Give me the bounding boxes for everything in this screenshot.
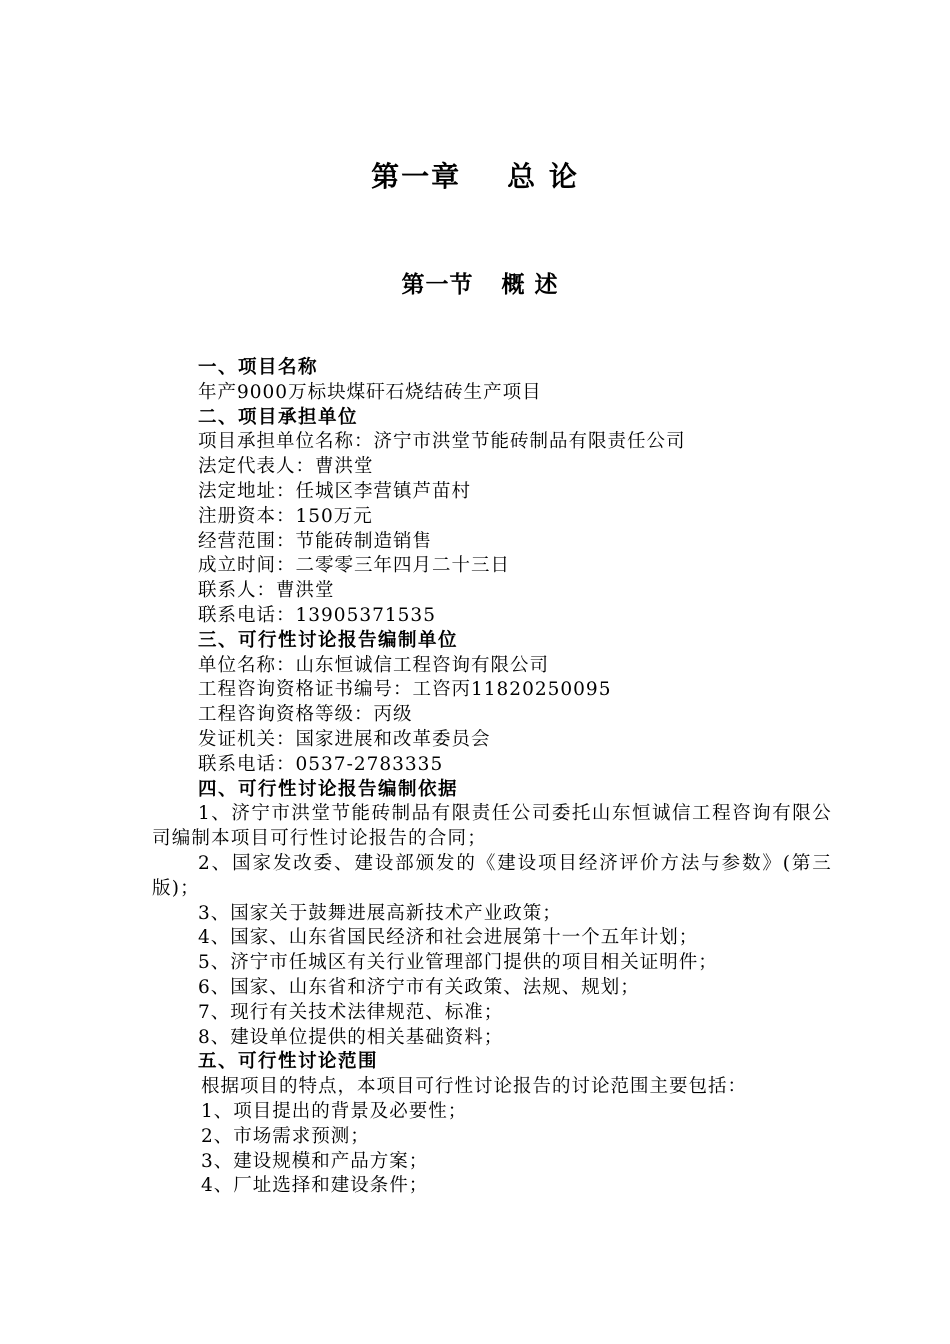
- text-line: 3、建设规模和产品方案；: [201, 1150, 429, 1172]
- text-line: 成立时间：二零零三年四月二十三日: [198, 555, 511, 577]
- section-number: 第一节: [401, 271, 474, 298]
- text-line: 单位名称：山东恒诚信工程咨询有限公司: [198, 654, 550, 676]
- heading-project-name: 一、项目名称: [198, 357, 319, 378]
- text-line: 7、现行有关技术法律规范、标准；: [198, 1001, 504, 1023]
- text-line: 1、项目提出的背景及必要性；: [201, 1100, 468, 1122]
- chapter-title: [0, 155, 950, 195]
- text-paragraph: 2、国家发改委、建设部颁发的《建设项目经济评价方法与参数》(第三版)；: [152, 852, 832, 899]
- text-line: 工程咨询资格证书编号：工咨丙11820250095: [198, 679, 612, 701]
- text-line: 3、国家关于鼓舞进展高新技术产业政策；: [198, 902, 562, 924]
- text-line: 工程咨询资格等级：丙级: [198, 704, 413, 726]
- text-line: 注册资本：150万元: [198, 505, 373, 527]
- text-line: 根据项目的特点，本项目可行性讨论报告的讨论范围主要包括：: [201, 1076, 748, 1098]
- chapter-name: 总 论: [507, 160, 579, 193]
- text-paragraph: 1、济宁市洪堂节能砖制品有限责任公司委托山东恒诚信工程咨询有限公司编制本项目可行性讨论报告的合同；: [152, 803, 832, 850]
- text-line: 4、国家、山东省国民经济和社会进展第十一个五年计划；: [198, 927, 699, 949]
- text-line: 2、市场需求预测；: [201, 1125, 370, 1147]
- heading-study-scope: 五、可行性讨论范围: [198, 1051, 379, 1073]
- document-body: [152, 356, 832, 1199]
- text-line: 8、建设单位提供的相关基础资料；: [198, 1026, 504, 1048]
- text-line: 联系电话：13905371535: [198, 604, 436, 626]
- section-name: 概 述: [501, 271, 559, 298]
- heading-report-basis: 四、可行性讨论报告编制依据: [198, 778, 459, 800]
- section-title: [0, 266, 950, 299]
- text-line: 经营范围：节能砖制造销售: [198, 530, 433, 552]
- text-line: 法定地址：任城区李营镇芦苗村: [198, 480, 472, 502]
- text-line: 年产9000万标块煤矸石烧结砖生产项目: [198, 381, 542, 403]
- heading-undertaking-unit: 二、项目承担单位: [198, 406, 359, 428]
- text-line: 联系人：曹洪堂: [198, 580, 335, 602]
- text-line: 发证机关：国家进展和改革委员会: [198, 728, 491, 750]
- heading-report-unit: 三、可行性讨论报告编制单位: [198, 629, 459, 651]
- chapter-number: 第一章: [371, 160, 462, 193]
- text-line: 5、济宁市任城区有关行业管理部门提供的项目相关证明件；: [198, 952, 718, 974]
- text-line: 项目承担单位名称：济宁市洪堂节能砖制品有限责任公司: [198, 431, 686, 453]
- text-line: 法定代表人：曹洪堂: [198, 456, 374, 478]
- text-line: 6、国家、山东省和济宁市有关政策、法规、规划；: [198, 976, 640, 998]
- text-line: 4、厂址选择和建设条件；: [201, 1175, 429, 1197]
- text-line: 联系电话：0537-2783335: [198, 753, 444, 775]
